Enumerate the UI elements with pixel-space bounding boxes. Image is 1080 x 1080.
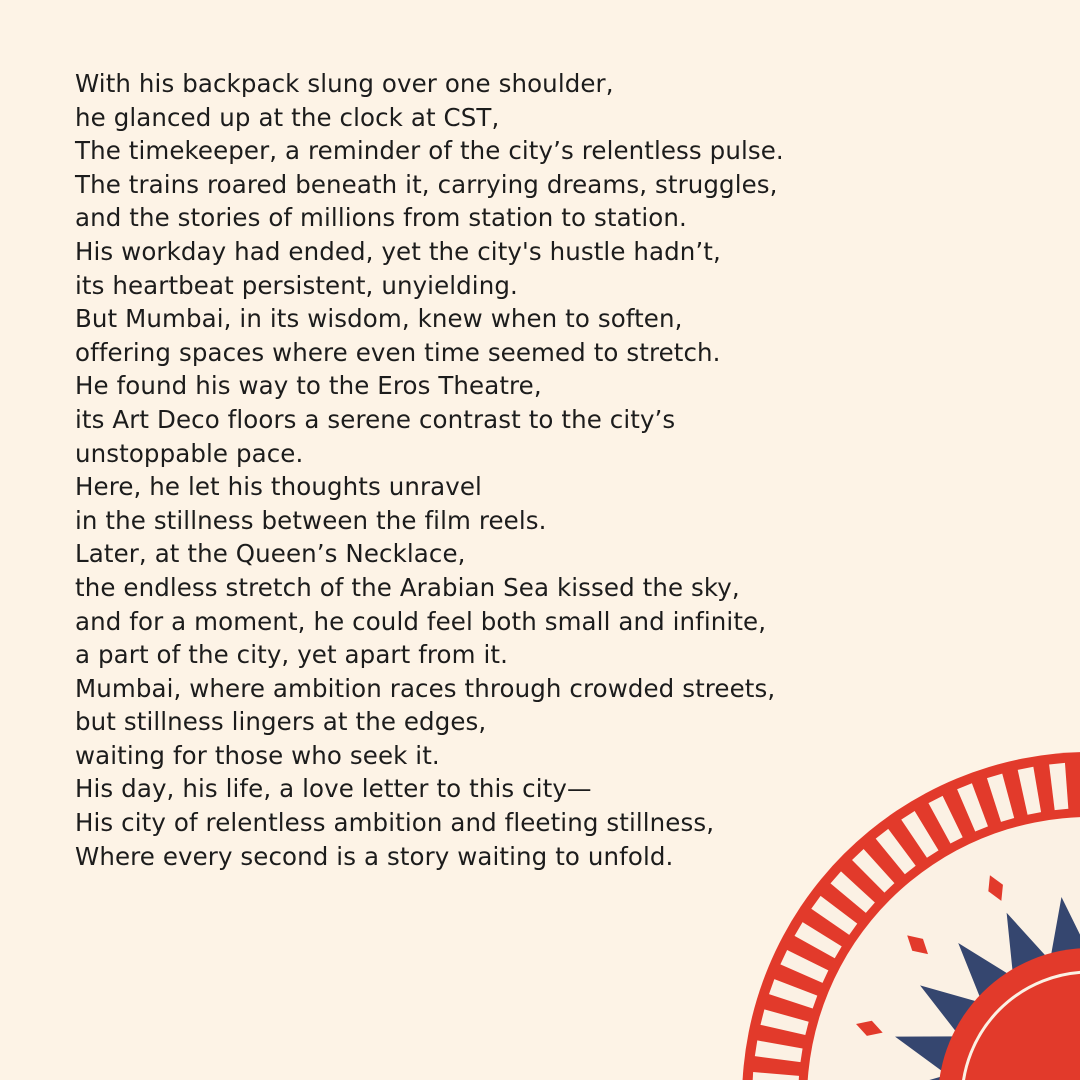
medallion-ring-stripe <box>811 896 857 935</box>
medallion-ring-stripe <box>760 1009 808 1035</box>
poem-text <box>75 67 935 873</box>
poem-line: offering spaces where even time seemed to stretch. <box>75 337 721 367</box>
medallion-ring-stripe <box>769 979 817 1008</box>
poem-line: His city of relentless ambition and fleeting stillness, <box>75 808 715 838</box>
medallion-diamond <box>983 872 1009 904</box>
poem-line: and the stories of millions from station to station. <box>75 203 687 233</box>
medallion-core <box>938 948 1080 1080</box>
poem-line: he glanced up at the clock at CST, <box>75 102 500 132</box>
medallion-core-ring <box>962 972 1080 1080</box>
poem-line: but stillness lingers at the edges, <box>75 707 487 737</box>
poem-line: the endless stretch of the Arabian Sea kissed the sky, <box>75 572 740 602</box>
medallion-diamond <box>902 929 934 960</box>
poem-line: Here, he let his thoughts unravel <box>75 472 482 502</box>
medallion-star <box>885 897 1080 1080</box>
medallion-ring-stripe <box>752 1072 799 1080</box>
medallion-ring-stripe <box>780 950 828 983</box>
medallion-diamond <box>854 1016 886 1040</box>
medallion-ring-stripe <box>831 871 875 912</box>
medallion-ring-stripe <box>1018 767 1041 815</box>
poem-line: its heartbeat persistent, unyielding. <box>75 270 518 300</box>
medallion-ring-stripe <box>755 1040 803 1062</box>
poem-line: He found his way to the Eros Theatre, <box>75 371 542 401</box>
poem-line: unstoppable pace. <box>75 438 304 468</box>
poem-line: But Mumbai, in its wisdom, knew when to soften, <box>75 304 683 334</box>
medallion-ring-stripe <box>987 774 1014 822</box>
poem-line: The trains roared beneath it, carrying dreams, struggles, <box>75 169 778 199</box>
poem-line: Later, at the Queen’s Necklace, <box>75 539 466 569</box>
poem-line: waiting for those who seek it. <box>75 740 440 770</box>
poem-line: The timekeeper, a reminder of the city’s relentless pulse. <box>75 136 784 166</box>
poem-line: His workday had ended, yet the city's hustle hadn’t, <box>75 236 721 266</box>
medallion-ring-stripe <box>1049 763 1068 810</box>
poem-line: Where every second is a story waiting to unfold. <box>75 841 674 871</box>
poem-line: Mumbai, where ambition races through crowded streets, <box>75 673 776 703</box>
poem-line: in the stillness between the film reels. <box>75 505 547 535</box>
poem-line: its Art Deco floors a serene contrast to the city’s <box>75 404 676 434</box>
poem-line: With his backpack slung over one shoulder, <box>75 69 614 98</box>
medallion-ring-stripe <box>795 922 842 958</box>
poem-line: and for a moment, he could feel both small and infinite, <box>75 606 767 636</box>
poem-line: His day, his life, a love letter to this city— <box>75 774 592 804</box>
medallion-ring-stripe <box>957 783 988 831</box>
poem-line: a part of the city, yet apart from it. <box>75 640 509 670</box>
